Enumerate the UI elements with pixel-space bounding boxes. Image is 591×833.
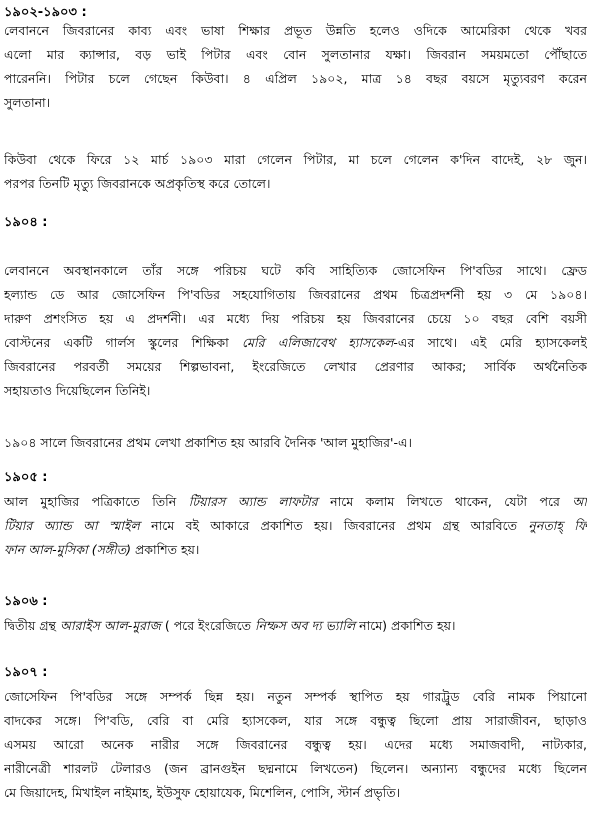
paragraph-line: লেবাননে জিবরানের কাব্য এবং ভাষা শিক্ষার প্রভূত উন্নতি হলেও ওদিকে আমেরিকা থেকে খবর bbox=[4, 23, 587, 38]
text-run: ( পরে ইংরেজিতে bbox=[160, 618, 255, 633]
text-run: বোস্টনের একটি গার্লস স্কুলের শিক্ষিকা bbox=[4, 335, 242, 350]
paragraph-line: ১৯০৪ সালে জিবরানের প্রথম লেখা প্রকাশিত হয় আরবি দৈনিক 'আল মুহাজির'-এ। bbox=[4, 435, 412, 450]
text-run: -এর সাথে। এই মেরি হ্যাসকেলই bbox=[393, 335, 587, 350]
text-run: আল মুহাজির পত্রিকাতে তিনি bbox=[4, 494, 189, 509]
text-run: নামে কলাম লিখতে থাকেন, যেটা পরে bbox=[317, 494, 573, 509]
text-run: প্রকাশিত হয়। bbox=[130, 542, 200, 557]
text-run: দ্বিতীয় গ্রন্থ bbox=[4, 618, 61, 633]
paragraph-line: সহায়তাও দিয়েছিলেন তিনিই। bbox=[4, 383, 151, 398]
paragraph-line: নারীনেত্রী শারলট টেলারও (জন ব্রানগুইন ছদ্মনামে লিখতেন) ছিলেন। অন্যান্য বন্ধুদের মধ্যে ছিলেন bbox=[4, 761, 587, 776]
paragraph-line: সুলতানা। bbox=[4, 95, 51, 110]
paragraph-line: এসময় আরো অনেক নারীর সঙ্গে জিবরানের বন্ধুত্ব হয়। এদের মধ্যে সমাজবাদী, নাট্যকার, bbox=[4, 737, 587, 752]
year-heading: ১৯০৬ : bbox=[4, 594, 48, 609]
year-heading: ১৯০৪ : bbox=[4, 215, 48, 230]
paragraph-line bbox=[4, 493, 587, 511]
italic-title: ফান আল-মুসিকা (সঙ্গীত) bbox=[4, 542, 131, 557]
year-heading: ১৯০৫ : bbox=[4, 470, 48, 485]
year-heading: ১৯০৭ : bbox=[4, 665, 48, 680]
paragraph-line: পরপর তিনটি মৃত্যু জিবরানকে অপ্রকৃতিস্থ করে তোলে। bbox=[4, 176, 271, 191]
text-run: নামে বই আকারে প্রকাশিত হয়। জিবরানের প্রথম গ্রন্থ আরবিতে bbox=[139, 518, 529, 533]
paragraph-line bbox=[4, 617, 587, 635]
italic-title: টিয়ারস অ্যান্ড লাফটার bbox=[188, 494, 318, 509]
paragraph-line: হল্যান্ড ডে আর জোসেফিন পি'বডির সহযোগিতায় জিবরানের প্রথম চিত্রপ্রদর্শনী হয় ৩ মে ১৯০৪। bbox=[4, 287, 587, 302]
italic-title: নিম্ফস অব দ্য ভ্যালি bbox=[254, 618, 356, 633]
italic-title: নুনতাহ্ ফি bbox=[528, 518, 587, 533]
paragraph-line: পারেননি। পিটার চলে গেছেন কিউবা। ৪ এপ্রিল ১৯০২, মাত্র ১৪ বছর বয়সে মৃত্যুবরণ করেন bbox=[4, 71, 587, 86]
paragraph-line bbox=[4, 517, 587, 535]
paragraph-line: জিবরানের পরবর্তী সময়ের শিল্পভাবনা, ইংরেজিতে লেখার প্রেরণার আকর; সার্বিক অর্থনৈতিক bbox=[4, 359, 587, 374]
paragraph-line: কিউবা থেকে ফিরে ১২ মার্চ ১৯০৩ মারা গেলেন পিটার, মা চলে গেলেন ক'দিন বাদেই, ২৮ জুন। bbox=[4, 152, 587, 167]
year-heading: ১৯০২-১৯০৩ : bbox=[4, 5, 87, 20]
paragraph-line: লেবাননে অবস্থানকালে তাঁর সঙ্গে পরিচয় ঘটে কবি সাহিত্যিক জোসেফিন পি'বডির সাথে। ফ্রেড bbox=[4, 263, 587, 278]
paragraph-line bbox=[4, 541, 587, 559]
paragraph-line: এলো মার ক্যান্সার, বড় ভাই পিটার এবং বোন সুলতানার যক্ষা। জিবরান সময়মতো পৌঁছাতে bbox=[4, 47, 587, 62]
paragraph-line: মে জিয়াদেহ, মিখাইল নাইমাহ, ইউসুফ হোয়াযেক, মিশেলিন, পোসি, স্টার্ন প্রভৃতি। bbox=[4, 785, 401, 800]
italic-title: মেরি এলিজাবেথ হ্যাসকেল bbox=[241, 335, 394, 350]
italic-title: টিয়ার অ্যান্ড আ স্মাইল bbox=[4, 518, 140, 533]
paragraph-line: দারুণ প্রশংসিত হয় এ প্রদর্শনী। এর মধ্যে দিয় পরিচয় হয় জিবরানের চেয়ে ১০ বছর বেশি বয়সী bbox=[4, 311, 587, 326]
paragraph-line: জোসেফিন পি'বডির সঙ্গে সম্পর্ক ছিন্ন হয়। নতুন সম্পর্ক স্থাপিত হয় গারট্রুড বেরি নামক পিয়ানো bbox=[4, 689, 587, 704]
italic-title: আরাইস আল-মুরাজ bbox=[60, 618, 161, 633]
paragraph-line: বাদকের সঙ্গে। পি'বডি, বেরি বা মেরি হ্যাসকেল, যার সঙ্গে বন্ধুত্ব ছিলো প্রায় সারাজীবন, ছাড়াও bbox=[4, 713, 587, 728]
paragraph-line bbox=[4, 334, 587, 352]
text-run: নামে) প্রকাশিত হয়। bbox=[355, 618, 456, 633]
italic-title: আ bbox=[572, 494, 587, 509]
